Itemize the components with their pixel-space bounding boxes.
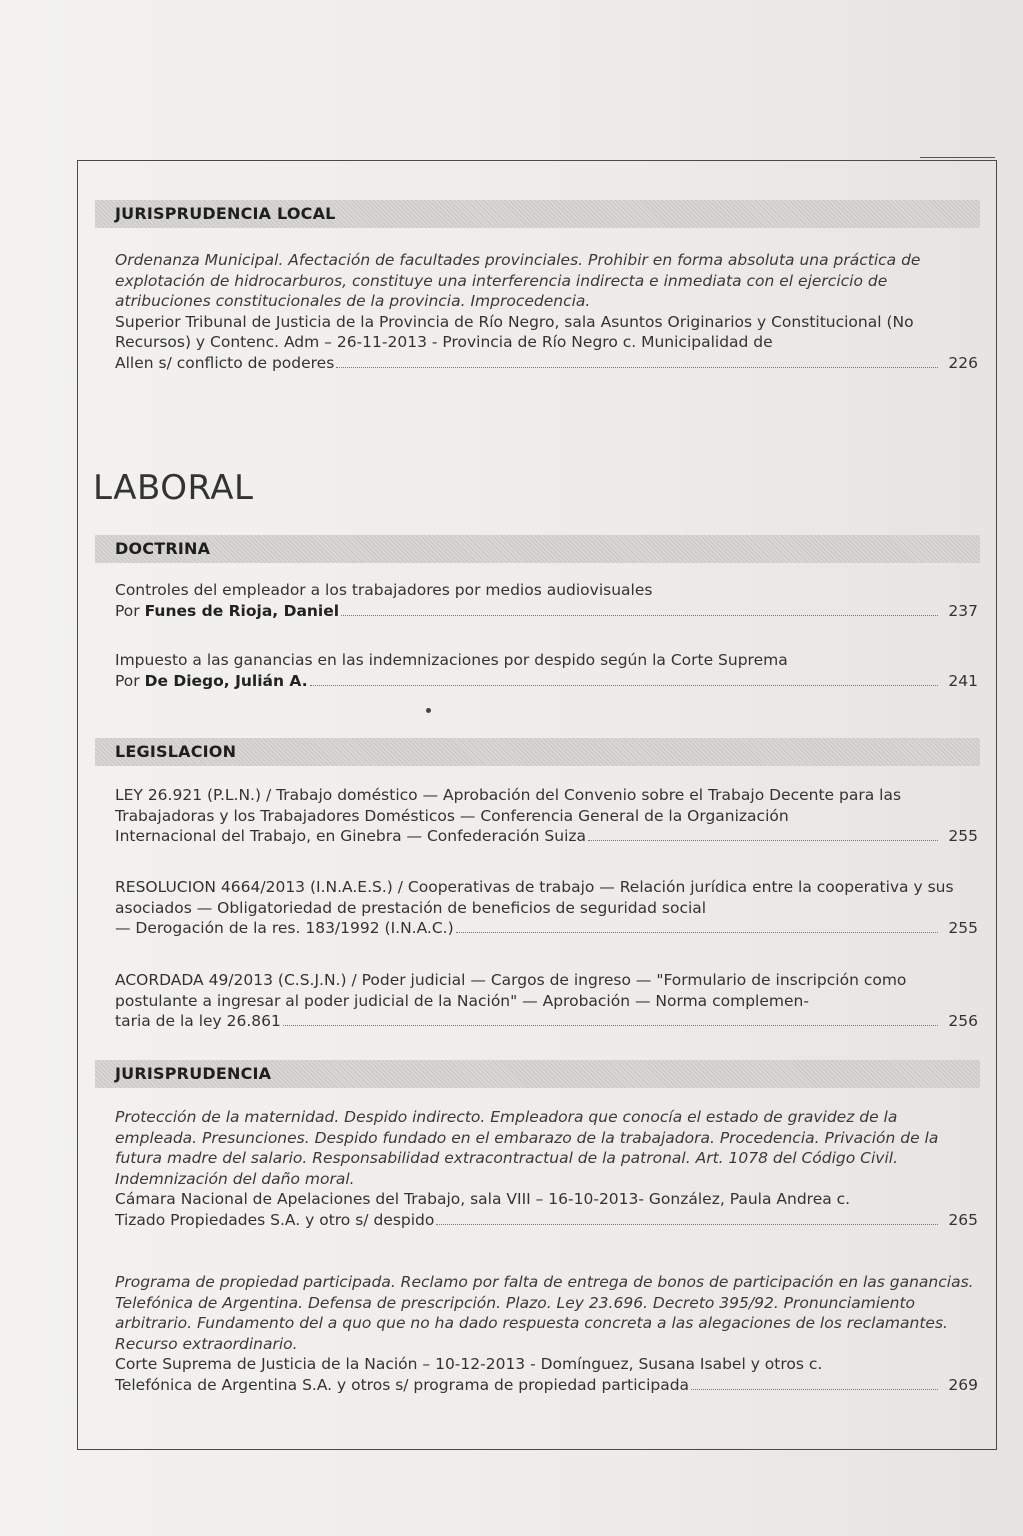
entry-text: LEY 26.921 (P.L.N.) / Trabajo doméstico — Aprobación del Convenio sobre el Trabajo Decente para las Trabajadoras y los Trabajadores Domésticos — Conferencia General de la Organización <box>115 786 902 825</box>
entry-last-text: Allen s/ conflicto de poderes <box>115 353 335 372</box>
section-header-doctrina: DOCTRINA <box>95 535 980 563</box>
author-name: Funes de Rioja, Daniel <box>144 601 340 620</box>
page-number: 226 <box>948 353 978 372</box>
entry-title: Impuesto a las ganancias en las indemnizaciones por despido según la Corte Suprema <box>115 651 788 669</box>
page-number: 237 <box>948 601 978 620</box>
by-label: Por <box>115 671 140 690</box>
toc-entry-jur-local[interactable] <box>115 250 978 373</box>
entry-summary: Programa de propiedad participada. Reclamo por falta de entrega de bonos de participación en las ganancias. Telefónica de Argentina. Defensa de prescripción. Plazo. Ley 23.696. Decreto 395/92. Pronunciamiento arbitrario. Fundamento del a quo que no ha dado respuesta concreta a las alegaciones de los reclamantes. Recurso extraordinario. <box>115 1273 974 1353</box>
dot-leader <box>691 1389 938 1390</box>
entry-text: RESOLUCION 4664/2013 (I.N.A.E.S.) / Cooperativas de trabajo — Relación jurídica entre la cooperativa y sus asociados — Obligatoriedad de prestación de beneficios de seguridad social <box>115 878 954 917</box>
section-header-jurisprudencia: JURISPRUDENCIA <box>95 1060 980 1088</box>
top-rule <box>920 157 995 158</box>
entry-court: Cámara Nacional de Apelaciones del Trabajo, sala VIII – 16-10-2013- González, Paula Andrea c. <box>115 1190 851 1208</box>
dot-leader <box>436 1224 938 1225</box>
entry-last-text: Telefónica de Argentina S.A. y otros s/ programa de propiedad participada <box>115 1375 690 1394</box>
entry-last-line <box>115 826 978 847</box>
author-name: De Diego, Julián A. <box>144 671 308 690</box>
entry-last-line <box>115 1375 978 1396</box>
toc-entry-jurisprudencia-1[interactable] <box>115 1107 978 1230</box>
entry-summary: Ordenanza Municipal. Afectación de facultades provinciales. Prohibir en forma absoluta una práctica de explotación de hidrocarburos, constituye una interferencia indirecta e inmediata con el ejercicio de atribuciones constitucionales de la provincia. Improcedencia. <box>115 251 921 310</box>
toc-entry-legislacion-1[interactable] <box>115 785 978 847</box>
dot-leader <box>341 615 938 616</box>
chapter-title: LABORAL <box>93 468 254 508</box>
by-label: Por <box>115 601 140 620</box>
toc-entry-doctrina-1[interactable] <box>115 580 978 621</box>
entry-last-line <box>115 918 978 939</box>
entry-summary: Protección de la maternidad. Despido indirecto. Empleadora que conocía el estado de gravidez de la empleada. Presunciones. Despido fundado en el embarazo de la trabajadora. Procedencia. Privación de la futura madre del salario. Responsabilidad extracontractual de la patronal. Art. 1078 del Código Civil. Indemnización del daño moral. <box>115 1108 939 1188</box>
page-number: 255 <box>948 827 978 845</box>
bullet-mark <box>426 708 431 713</box>
dot-leader <box>310 685 938 686</box>
entry-court: Corte Suprema de Justicia de la Nación – 10-12-2013 - Domínguez, Susana Isabel y otros c. <box>115 1355 823 1373</box>
entry-text: ACORDADA 49/2013 (C.S.J.N.) / Poder judicial — Cargos de ingreso — "Formulario de inscripción como postulante a ingresar al poder judicial de la Nación" — Aprobación — Norma complemen- <box>115 971 907 1010</box>
dot-leader <box>456 932 938 933</box>
entry-court: Superior Tribunal de Justicia de la Provincia de Río Negro, sala Asuntos Originarios y Constitucional (No Recursos) y Contenc. Adm – 26-11-2013 - Provincia de Río Negro c. Municipalidad de <box>115 312 914 351</box>
entry-last-text: — Derogación de la res. 183/1992 (I.N.A.C.) <box>115 919 454 937</box>
entry-last-line <box>115 601 978 622</box>
page-number: 255 <box>948 919 978 937</box>
page-number: 256 <box>948 1012 978 1030</box>
entry-last-line <box>115 353 978 374</box>
toc-entry-legislacion-3[interactable] <box>115 970 978 1032</box>
dot-leader <box>336 367 938 368</box>
entry-last-line <box>115 671 978 692</box>
toc-entry-jurisprudencia-2[interactable] <box>115 1272 978 1395</box>
entry-last-text: taria de la ley 26.861 <box>115 1012 281 1030</box>
entry-title: Controles del empleador a los trabajadores por medios audiovisuales <box>115 581 653 599</box>
entry-last-line <box>115 1011 978 1032</box>
page-number: 269 <box>948 1375 978 1394</box>
page-number: 265 <box>948 1210 978 1229</box>
toc-entry-legislacion-2[interactable] <box>115 877 978 939</box>
section-header-jurisprudencia-local: JURISPRUDENCIA LOCAL <box>95 200 980 228</box>
page-number: 241 <box>948 671 978 690</box>
entry-last-text: Tizado Propiedades S.A. y otro s/ despido <box>115 1210 435 1229</box>
section-header-legislacion: LEGISLACION <box>95 738 980 766</box>
entry-last-text: Internacional del Trabajo, en Ginebra — Confederación Suiza <box>115 827 587 845</box>
entry-last-line <box>115 1210 978 1231</box>
toc-entry-doctrina-2[interactable] <box>115 650 978 691</box>
dot-leader <box>588 840 938 841</box>
dot-leader <box>283 1025 938 1026</box>
